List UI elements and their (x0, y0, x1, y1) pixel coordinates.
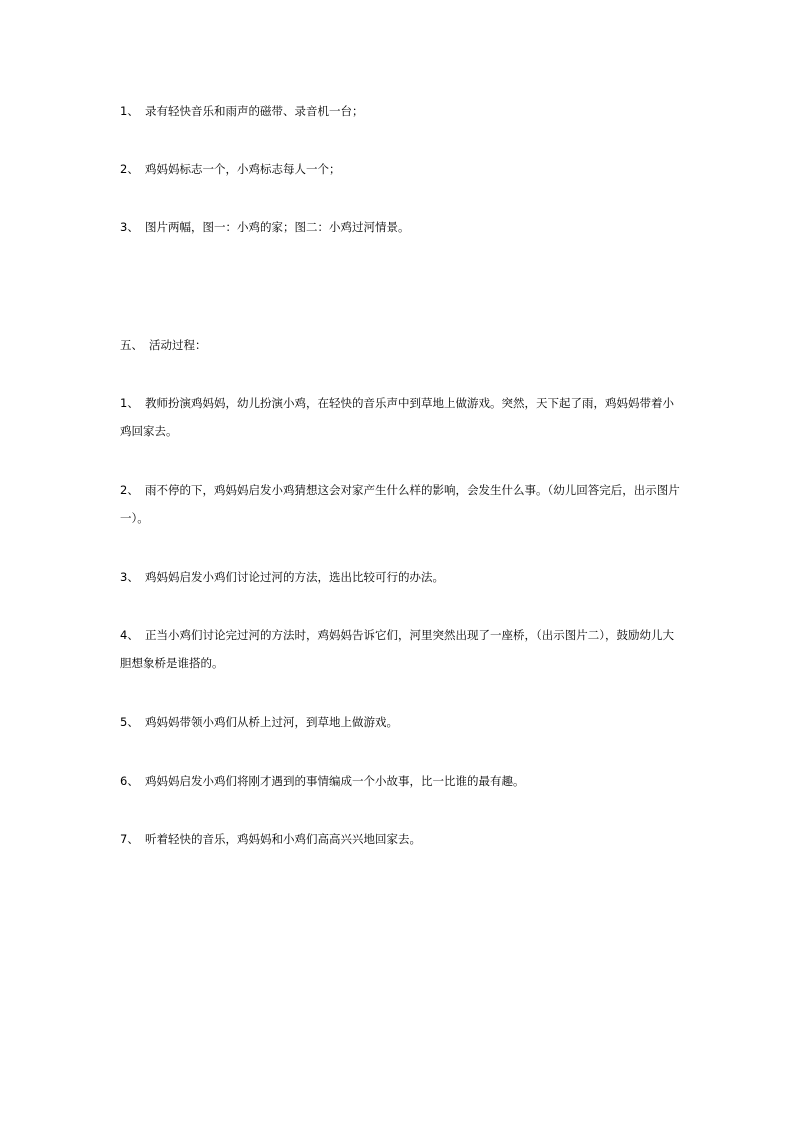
list-text: 鸡妈妈标志一个，小鸡标志每人一个； (145, 162, 341, 176)
list-number: 4、 (120, 628, 139, 642)
list-number: 5、 (120, 715, 139, 729)
section-number: 五、 (120, 338, 143, 352)
list-text: 听着轻快的音乐，鸡妈妈和小鸡们高高兴兴地回家去。 (145, 832, 421, 846)
section-title: 活动过程： (149, 338, 207, 352)
list-text: 录有轻快音乐和雨声的磁带、录音机一台； (145, 104, 364, 118)
material-item-3 (120, 213, 680, 241)
list-number: 1、 (120, 104, 139, 118)
step-item-3 (120, 563, 680, 591)
section-heading (120, 331, 680, 359)
list-number: 3、 (120, 220, 139, 234)
step-item-2 (120, 476, 680, 532)
list-number: 2、 (120, 162, 139, 176)
step-item-4 (120, 621, 680, 677)
list-text: 正当小鸡们讨论完过河的方法时，鸡妈妈告诉它们，河里突然出现了一座桥，（出示图片二），鼓励幼儿大胆想象桥是谁搭的。 (120, 628, 674, 670)
list-text: 鸡妈妈启发小鸡们将刚才遇到的事情编成一个小故事，比一比谁的最有趣。 (145, 774, 525, 788)
step-item-1 (120, 389, 680, 445)
list-number: 3、 (120, 570, 139, 584)
list-number: 6、 (120, 774, 139, 788)
list-text: 鸡妈妈带领小鸡们从桥上过河，到草地上做游戏。 (145, 715, 398, 729)
list-text: 教师扮演鸡妈妈，幼儿扮演小鸡，在轻快的音乐声中到草地上做游戏。突然，天下起了雨，鸡妈妈带着小鸡回家去。 (120, 396, 674, 438)
material-item-2 (120, 155, 680, 183)
step-item-5 (120, 708, 680, 736)
step-item-7 (120, 825, 680, 853)
list-number: 7、 (120, 832, 139, 846)
list-number: 1、 (120, 396, 139, 410)
list-text: 图片两幅，图一：小鸡的家；图二：小鸡过河情景。 (145, 220, 410, 234)
list-text: 鸡妈妈启发小鸡们讨论过河的方法，选出比较可行的办法。 (145, 570, 444, 584)
step-item-6 (120, 767, 680, 795)
list-number: 2、 (120, 483, 139, 497)
material-item-1 (120, 97, 680, 125)
list-text: 雨不停的下，鸡妈妈启发小鸡猜想这会对家产生什么样的影响，会发生什么事。（幼儿回答完后，出示图片一）。 (120, 483, 680, 525)
